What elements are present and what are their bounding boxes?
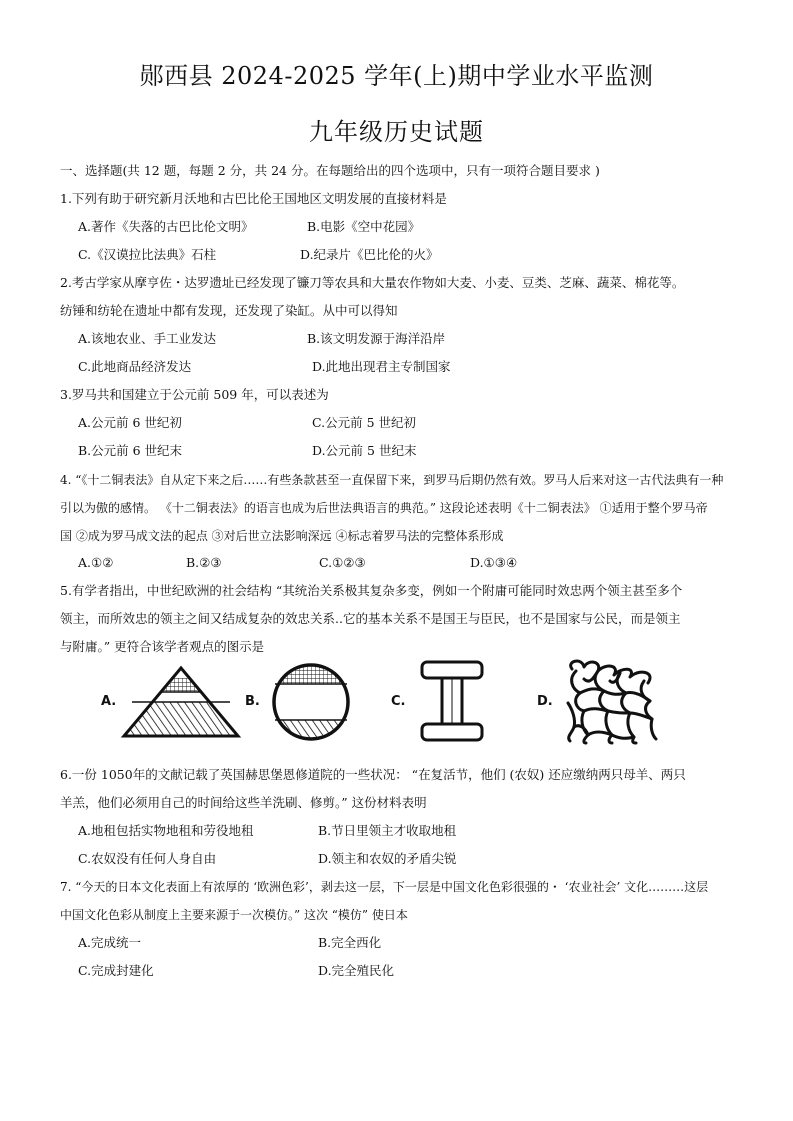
q4-stem-line1: 4. “《十二铜表法》自从定下来之后……有些条款甚至一直保留下来，到罗马后期仍然有效。罗马人后来对这一古代法典有一种 xyxy=(60,473,724,487)
figure-b-label: B. xyxy=(245,694,260,709)
q6-option-b: B.节日里领主才收取地租 xyxy=(318,823,457,838)
q1-stem: 1.下列有助于研究新月沃地和古巴比伦王国地区文明发展的直接材料是 xyxy=(60,191,447,206)
q5-stem-line2: 领主，而所效忠的领主之间又结成复杂的效忠关系..它的基本关系不是国王与臣民，也不是国家与公民，而是领主 xyxy=(60,611,681,626)
q2-option-a: A.该地农业、手工业发达 xyxy=(78,331,217,346)
circle-figure xyxy=(271,662,351,742)
q4-stem-line3: 国 ②成为罗马成文法的起点 ③对后世立法影响深远 ④标志着罗马法的完整体系形成 xyxy=(60,529,504,543)
q4-option-b: B.②③ xyxy=(186,555,222,570)
q3-option-c: C.公元前 5 世纪初 xyxy=(312,415,416,430)
q3-option-a: A.公元前 6 世纪初 xyxy=(78,415,182,430)
section-instruction: 一、选择题(共 12 题，每题 2 分，共 24 分。在每题给出的四个选项中，只有一项符合题目要求 ) xyxy=(60,163,600,178)
q4-stem-line2: 引以为傲的感情。 《十二铜表法》的语言也成为后世法典语言的典范。” 这段论述表明《十二铜表法》 ①适用于整个罗马帝 xyxy=(60,501,708,515)
exam-subtitle: 九年级历史试题 xyxy=(309,118,484,146)
q2-stem-line2: 纺锤和纺轮在遗址中都有发现，还发现了染缸。从中可以得知 xyxy=(60,303,398,318)
q6-option-d: D.领主和农奴的矛盾尖锐 xyxy=(318,851,457,866)
q7-option-b: B.完全西化 xyxy=(318,935,382,950)
figure-d-label: D. xyxy=(537,694,553,709)
q6-stem-line2: 羊羔，他们必须用自己的时间给这些羊洗刷、修剪。” 这份材料表明 xyxy=(60,795,427,810)
q2-option-b: B.该文明发源于海洋沿岸 xyxy=(307,331,446,346)
q3-option-b: B.公元前 6 世纪末 xyxy=(78,443,183,458)
figure-a-label: A. xyxy=(101,694,117,709)
q5-stem-line3: 与附庸。” 更符合该学者观点的图示是 xyxy=(60,639,265,654)
q7-stem-line2: 中国文化色彩从制度上主要来源于一次模仿。” 这次 “模仿” 使日本 xyxy=(60,908,408,922)
q1-option-b: B.电影《空中花园》 xyxy=(307,219,421,234)
q2-option-c: C.此地商品经济发达 xyxy=(78,359,192,374)
figure-c-label: C. xyxy=(391,694,406,709)
q4-option-a: A.①② xyxy=(78,555,114,570)
q1-option-d: D.纪录片《巴比伦的火》 xyxy=(300,247,439,262)
exam-title: 郧西县 2024-2025 学年(上)期中学业水平监测 xyxy=(139,62,654,90)
q4-option-c: C.①②③ xyxy=(319,555,366,570)
q7-stem-line1: 7. “今天的日本文化表面上有浓厚的 ‘欧洲色彩’，剥去这一层，下一层是中国文化色彩很强的・ ‘农业社会’ 文化………这层 xyxy=(60,880,709,894)
q7-option-a: A.完成统一 xyxy=(78,935,142,950)
network-figure xyxy=(562,659,662,745)
q1-option-c: C.《汉谟拉比法典》石柱 xyxy=(78,247,217,262)
q1-option-a: A.著作《失落的古巴比伦文明》 xyxy=(78,219,254,234)
q6-stem-line1: 6.一份 1050年的文献记载了英国赫思堡恩修道院的一些状况： “在复活节，他们 (农奴) 还应缴纳两只母羊、两只 xyxy=(60,767,686,782)
q3-option-d: D.公元前 5 世纪末 xyxy=(312,443,417,458)
i-beam-figure xyxy=(420,660,484,742)
q2-stem-line1: 2.考古学家从摩亨佐・达罗遗址已经发现了镰刀等农具和大量农作物如大麦、小麦、豆类、芝麻、蔬菜、棉花等。 xyxy=(60,275,685,290)
pyramid-figure xyxy=(122,666,240,738)
q6-option-c: C.农奴没有任何人身自由 xyxy=(78,851,217,866)
q5-stem-line1: 5.有学者指出，中世纪欧洲的社会结构 “其统治关系极其复杂多变，例如一个附庸可能同时效忠两个领主甚至多个 xyxy=(60,583,683,598)
q4-option-d: D.①③④ xyxy=(470,555,518,570)
q6-option-a: A.地租包括实物地租和劳役地租 xyxy=(78,823,254,838)
q3-stem: 3.罗马共和国建立于公元前 509 年，可以表述为 xyxy=(60,387,329,402)
q2-option-d: D.此地出现君主专制国家 xyxy=(312,359,451,374)
q7-option-c: C.完成封建化 xyxy=(78,963,154,978)
q7-option-d: D.完全殖民化 xyxy=(318,963,395,978)
